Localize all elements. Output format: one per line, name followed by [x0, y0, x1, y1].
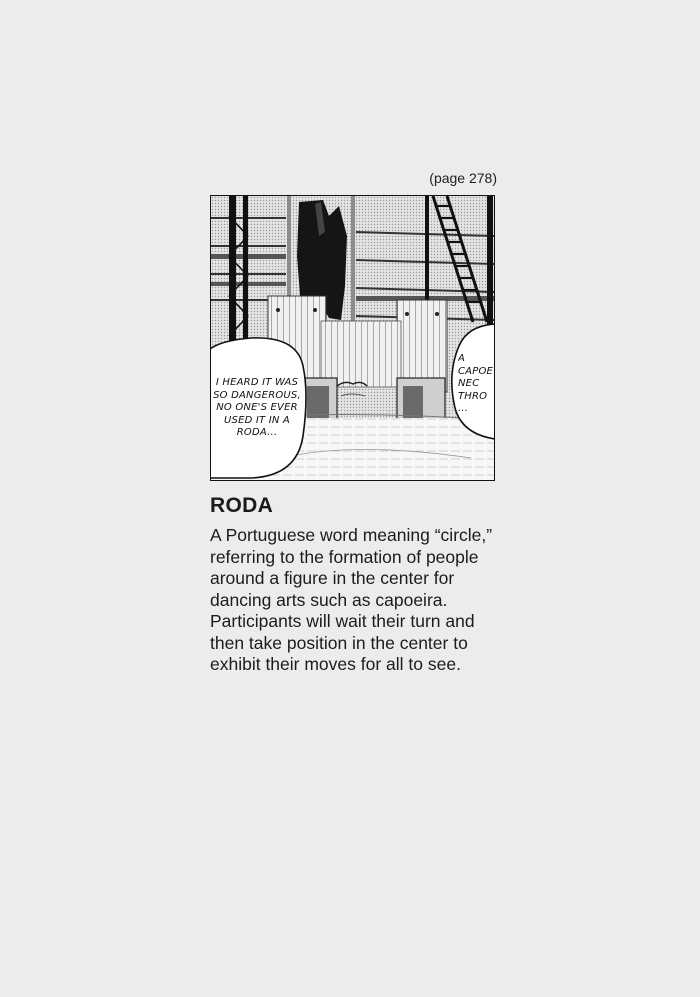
- manga-panel: [210, 195, 495, 481]
- speech-text-right: A CAPOE NEC THRO ...: [458, 353, 494, 414]
- glossary-term: RODA: [210, 494, 274, 517]
- glossary-definition: A Portuguese word meaning “circle,” referring to the formation of people around a figure in the center for dancing arts such as capoeira. Participants will wait their turn and then take position in the center to exhibit their moves for all to see.: [210, 525, 493, 674]
- speech-text-left: I HEARD IT WAS SO DANGEROUS, NO ONE'S EVER USED IT IN A RODA...: [213, 377, 301, 438]
- page-reference: (page 278): [429, 170, 497, 186]
